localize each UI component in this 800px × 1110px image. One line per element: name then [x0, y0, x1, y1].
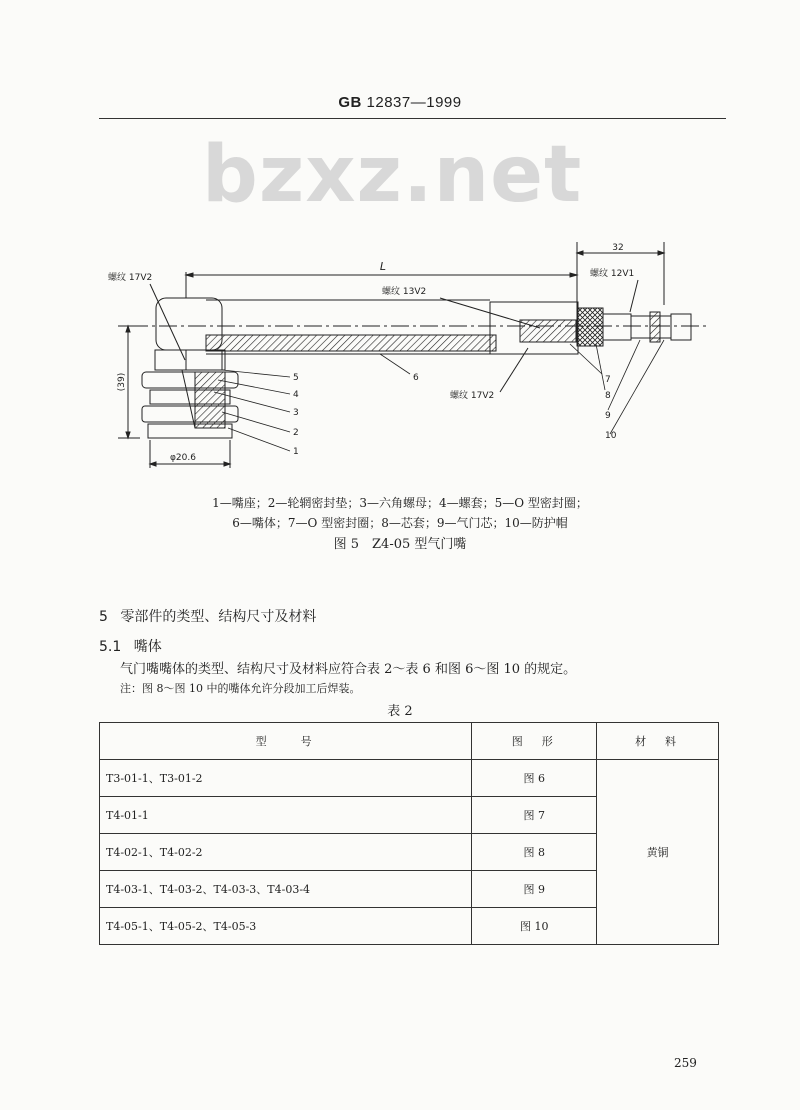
callout-1: 1	[293, 447, 299, 457]
table-2-title: 表 2	[387, 704, 413, 719]
section-5-heading	[99, 606, 316, 626]
row-4-figure: 图 9	[472, 871, 597, 908]
dim-diameter-label: φ20.6	[170, 453, 196, 463]
watermark: bzxz.net	[202, 130, 583, 220]
dim-39-label: (39)	[117, 372, 127, 392]
row-5-model: T4-05-1、T4-05-2、T4-05-3	[100, 908, 472, 945]
section-5-title: 零部件的类型、结构尺寸及材料	[120, 609, 317, 625]
callouts-left	[214, 370, 299, 457]
section-5-1-number: 5.1	[99, 639, 122, 655]
callout-5: 5	[293, 373, 299, 383]
callouts-right	[570, 340, 664, 441]
callout-6: 6	[413, 373, 419, 383]
header-rule	[99, 118, 726, 119]
table-header-row	[100, 723, 719, 760]
dimension-39	[117, 326, 140, 438]
page-number: 259	[674, 1056, 697, 1070]
material-cell: 黄铜	[597, 760, 719, 945]
header-figure: 图 形	[472, 723, 597, 760]
thread-12V1-label: 螺纹 12V1	[590, 269, 635, 279]
standard-prefix: GB	[338, 94, 362, 111]
row-1-figure: 图 6	[472, 760, 597, 797]
callout-4: 4	[293, 390, 299, 400]
thread-17V2-bottom-label: 螺纹 17V2	[450, 391, 495, 401]
table-row	[100, 760, 719, 797]
callout-9: 9	[605, 411, 611, 421]
callout-7: 7	[605, 375, 611, 385]
row-3-model: T4-02-1、T4-02-2	[100, 834, 472, 871]
base-assembly	[142, 350, 238, 438]
elbow-head	[156, 298, 222, 370]
document-header	[0, 94, 800, 111]
section-5-number: 5	[99, 609, 108, 625]
callout-3: 3	[293, 408, 299, 418]
section-5-1-heading	[99, 636, 162, 656]
dim-32-label: 32	[612, 243, 624, 253]
valve-technical-drawing	[0, 220, 800, 480]
row-5-figure: 图 10	[472, 908, 597, 945]
row-3-figure: 图 8	[472, 834, 597, 871]
thread-17V2-top-label: 螺纹 17V2	[108, 273, 153, 283]
body-paragraph: 气门嘴嘴体的类型、结构尺寸及材料应符合表 2～表 6 和图 6～图 10 的规定。	[120, 662, 577, 677]
legend-line-2: 6—嘴体；7—O 型密封圈；8—芯套；9—气门芯；10—防护帽	[232, 516, 568, 530]
dim-L-label: L	[379, 260, 387, 273]
row-2-model: T4-01-1	[100, 797, 472, 834]
dimension-diameter	[150, 440, 230, 468]
legend-line-1: 1—嘴座；2—轮辋密封垫；3—六角螺母；4—螺套；5—O 型密封圈；	[212, 496, 588, 510]
figure-caption: 图 5 Z4-05 型气门嘴	[333, 537, 467, 552]
callout-10: 10	[605, 431, 617, 441]
valve-body-tube	[130, 300, 710, 354]
table-2	[99, 722, 719, 945]
section-5-1-title: 嘴体	[133, 639, 162, 655]
row-4-model: T4-03-1、T4-03-2、T4-03-3、T4-03-4	[100, 871, 472, 908]
thread-13V2-label: 螺纹 13V2	[382, 287, 427, 297]
header-material: 材 料	[597, 723, 719, 760]
row-1-model: T3-01-1、T3-01-2	[100, 760, 472, 797]
callout-8: 8	[605, 391, 611, 401]
callout-2: 2	[293, 428, 299, 438]
header-model: 型 号	[100, 723, 472, 760]
standard-code: 12837—1999	[366, 94, 462, 111]
row-2-figure: 图 7	[472, 797, 597, 834]
note: 注：图 8～图 10 中的嘴体允许分段加工后焊装。	[120, 682, 361, 695]
